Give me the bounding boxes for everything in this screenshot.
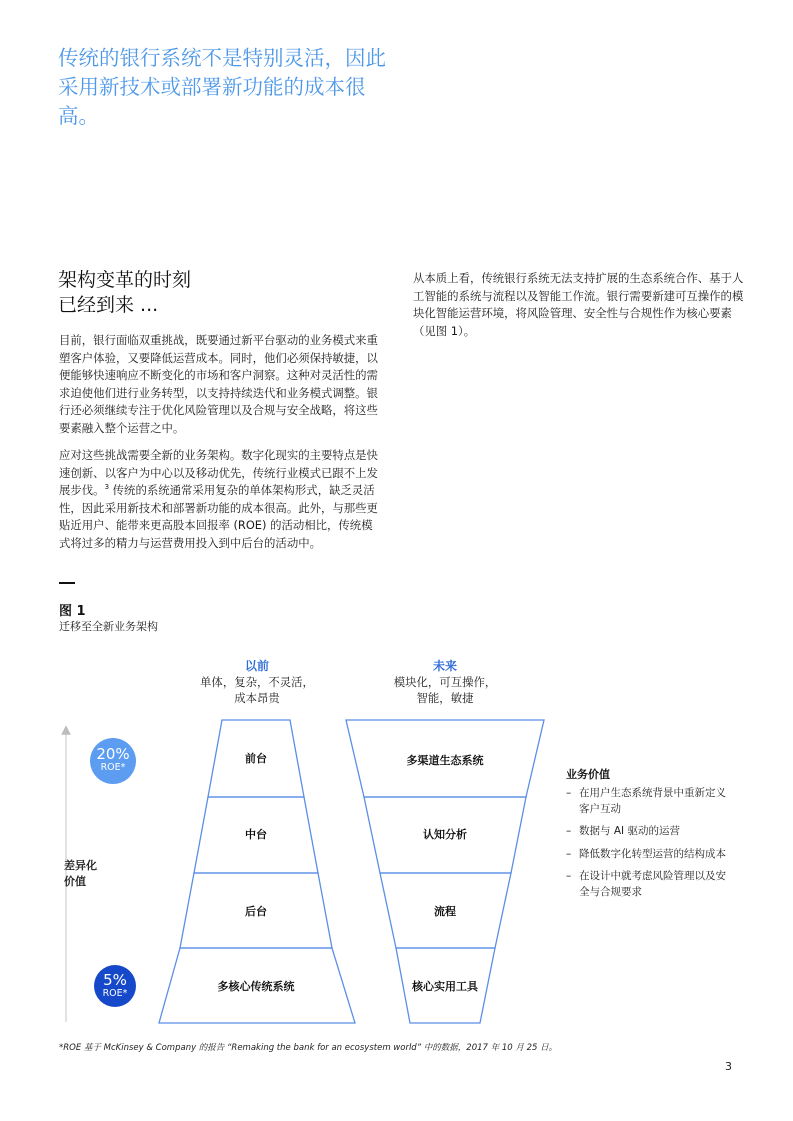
- roe-high-value: 20%: [96, 745, 130, 763]
- footnote: *ROE 基于 McKinsey & Company 的报告 “Remaking the bank for an ecosystem world” 中的数据，2017 年 10 月 25 日。: [59, 1043, 558, 1053]
- after-heading: 未来: [432, 659, 457, 673]
- roe-low-badge: [94, 965, 136, 1007]
- business-value-item: – 数据与 AI 驱动的运营: [566, 824, 726, 840]
- section-title-line-1: 架构变革的时刻: [58, 269, 192, 291]
- roe-low-label: ROE*: [102, 988, 128, 999]
- before-label-back: 后台: [245, 905, 267, 918]
- figure-caption: 迁移至全新业务架构: [59, 620, 158, 633]
- before-description: [167, 674, 347, 706]
- business-value-list: [566, 786, 726, 907]
- pull-quote: 传统的银行系统不是特别灵活，因此采用新技术或部署新功能的成本很高。: [58, 46, 386, 128]
- roe-high-badge: [90, 738, 136, 784]
- footnote-ref: 3: [104, 483, 110, 492]
- paragraph-2-text-a: 应对这些挑战需要全新的业务架构。数字化现实的主要特点是快速创新、以客户为中心以及移动优先，传统行业模式已跟不上发展步伐。: [59, 448, 378, 498]
- business-value-item: – 降低数字化转型运营的结构成本: [566, 847, 726, 863]
- before-label-middle: 中台: [245, 828, 267, 841]
- body-paragraph-1: 目前，银行面临双重挑战，既要通过新平台驱动的业务模式来重塑客户体验，又要降低运营成本。同时，他们必须保持敏捷，以便能够快速响应不断变化的市场和客户洞察。这种对灵活性的需求迫使他们进行业务转型，以支持持续迭代和业务模式调整。银行还必须继续专注于优化风险管理以及合规与安全战略，将这些要素融入整个运营之中。: [59, 333, 378, 435]
- before-label-core: 多核心传统系统: [217, 980, 295, 993]
- roe-high-label: ROE*: [100, 762, 126, 773]
- axis-label-line-1: 差异化: [64, 859, 97, 872]
- before-heading: 以前: [244, 659, 269, 673]
- after-description-line-1: 模块化，可互操作，: [393, 675, 497, 689]
- business-value-item: – 在设计中就考虑风险管理以及安全与合规要求: [566, 869, 726, 900]
- figure-label: 图 1: [59, 604, 86, 619]
- section-title-line-2: 已经到来 ...: [58, 294, 159, 316]
- after-label-ecosystem: 多渠道生态系统: [406, 754, 484, 767]
- before-description-line-1: 单体，复杂，不灵活，: [200, 675, 314, 689]
- after-description-line-2: 智能，敏捷: [416, 691, 474, 705]
- business-value-title: 业务价值: [566, 768, 610, 781]
- after-description: [355, 674, 535, 706]
- after-label-analytics: 认知分析: [423, 828, 467, 841]
- after-label-process: 流程: [434, 905, 456, 918]
- page-number: 3: [725, 1060, 732, 1073]
- before-description-line-2: 成本昂贵: [234, 691, 280, 705]
- before-label-front: 前台: [245, 752, 267, 765]
- roe-low-value: 5%: [103, 971, 127, 989]
- business-value-item: – 在用户生态系统背景中重新定义客户互动: [566, 786, 726, 817]
- paragraph-2-text-b: 传统的系统通常采用复杂的单体架构形式，缺乏灵活性，因此采用新技术和部署新功能的成本很高。此外，与那些更贴近用户、能带来更高股本回报率 (ROE) 的活动相比，传统模式将过多的精力与运营费用投入到中后台的活动中。: [59, 483, 378, 550]
- axis-label-line-2: 价值: [64, 875, 86, 888]
- body-paragraph-3: 从本质上看，传统银行系统无法支持扩展的生态系统合作、基于人工智能的系统与流程以及智能工作流。银行需要新建可互操作的模块化智能运营环境，将风险管理、安全性与合规性作为核心要素（见图 1）。: [413, 271, 744, 338]
- after-label-utilities: 核心实用工具: [412, 980, 478, 993]
- differentiation-value-label: [64, 858, 97, 890]
